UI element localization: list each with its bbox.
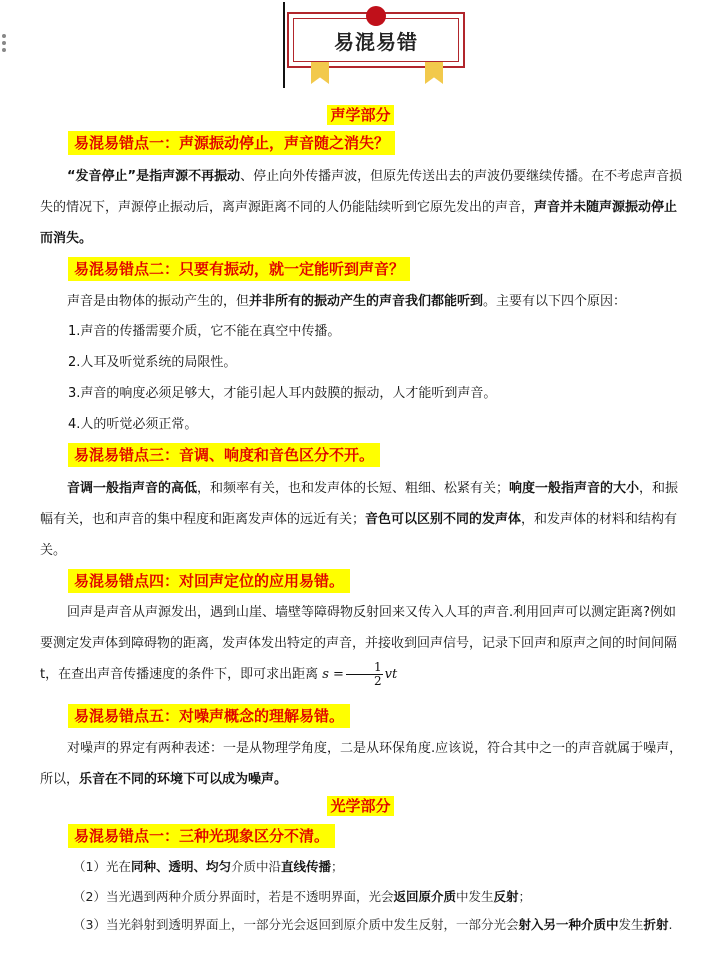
list-item: （3）当光斜射到透明界面上，一部分光会返回到原介质中发生反射，一部分光会射入另一种介质中发生折射. [73,917,673,932]
banner-pin-icon [366,6,386,26]
heading-acoustics-3: 易混易错点三：音调、响度和音色区分不开。 [68,443,380,467]
more-options-icon[interactable] [2,34,8,55]
paragraph-acoustics-4: 回声是声音从声源发出，遇到山崖、墙壁等障碍物反射回来又传入人耳的声音.利用回声可以测定距离?例如要测定发声体到障碍物的距离，发声体发出特定的声音，并接收到回声信号，记录下回声和原声之间的时间间隔t，在查出声音传播速度的条件下，即可求出距离 s = $\frac{1}{2}$ vt [40,605,678,688]
paragraph-acoustics-2: 声音是由物体的振动产生的，但并非所有的振动产生的声音我们都能听到。主要有以下四个原因： [67,294,627,309]
banner-title: 易混易错 [334,29,418,54]
paragraph-acoustics-1: “发音停止”是指声源不再振动、停止向外传播声波，但原先传送出去的声波仍要继续传播。在不考虑声音损失的情况下，声源停止振动后，离声源距离不同的人仍能陆续听到它原先发出的声音，声音并未随声源振动停止而消失。 [40,169,683,246]
list-item: 1.声音的传播需要介质，它不能在真空中传播。 [68,324,341,339]
heading-acoustics-4: 易混易错点四：对回声定位的应用易错。 [68,569,350,593]
paragraph-acoustics-5: 对噪声的界定有两种表述：一是从物理学角度，二是从环保角度.应该说，符合其中之一的声音就属于噪声，所以，乐音在不同的环境下可以成为噪声。 [40,741,683,787]
distance-formula: s = $\frac{1}{2}$ vt [322,660,398,688]
heading-optics-1: 易混易错点一：三种光现象区分不清。 [68,824,335,848]
heading-acoustics-1: 易混易错点一：声源振动停止，声音随之消失？ [68,131,395,155]
ribbon-right-icon [425,62,443,84]
fraction: $\frac{1}{2}$ [346,661,383,688]
list-item: 2.人耳及听觉系统的局限性。 [68,355,237,370]
ribbon-left-icon [311,62,329,84]
paragraph-acoustics-3: 音调一般指声音的高低，和频率有关，也和发声体的长短、粗细、松紧有关；响度一般指声音的大小，和振幅有关，也和声音的集中程度和距离发声体的远近有关；音色可以区别不同的发声体，和发声体的材料和结构有关。 [40,481,679,558]
heading-acoustics-2: 易混易错点二：只要有振动，就一定能听到声音？ [68,257,410,281]
section-title-acoustics: 声学部分 [0,104,721,125]
list-item: 4.人的听觉必须正常。 [68,417,198,432]
header-divider [283,2,285,88]
list-item: （2）当光遇到两种介质分界面时，若是不透明界面，光会返回原介质中发生反射； [73,889,532,904]
section-title-optics: 光学部分 [0,795,721,816]
heading-acoustics-5: 易混易错点五：对噪声概念的理解易错。 [68,704,350,728]
list-item: 3.声音的响度必须足够大，才能引起人耳内鼓膜的振动，人才能听到声音。 [68,386,497,401]
list-item: （1）光在同种、透明、均匀介质中沿直线传播； [73,859,344,874]
